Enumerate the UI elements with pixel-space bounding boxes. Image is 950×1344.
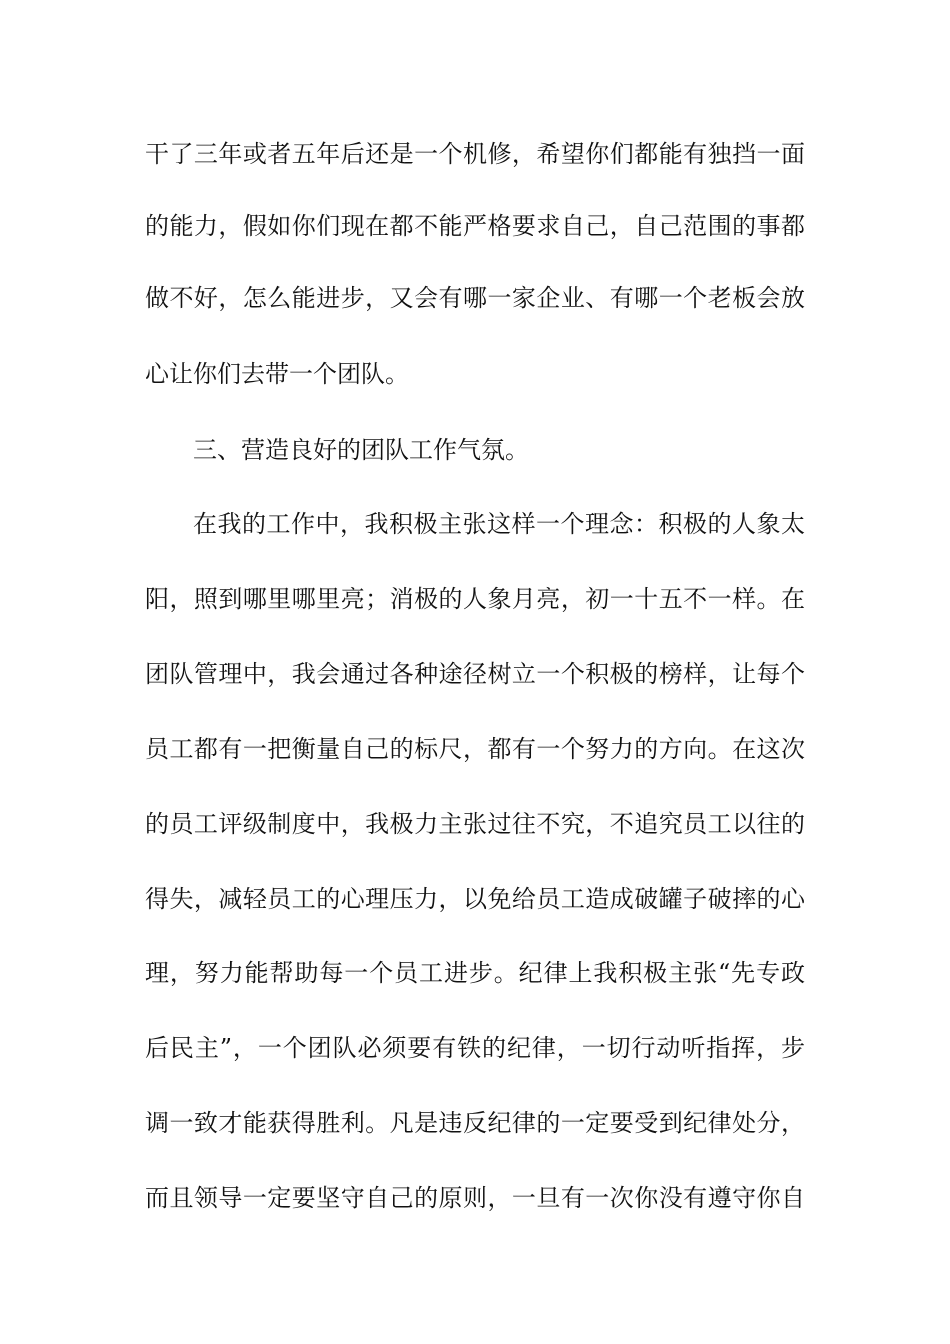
text-line-14: 调一致才能获得胜利。凡是违反纪律的一定要受到纪律处分，: [145, 1109, 805, 1137]
text-line-15: 而且领导一定要坚守自己的原则，一旦有一次你没有遵守你自: [145, 1184, 805, 1212]
text-line-7: 阳，照到哪里哪里亮；消极的人象月亮，初一十五不一样。在: [145, 585, 805, 613]
text-line-9: 员工都有一把衡量自己的标尺，都有一个努力的方向。在这次: [145, 735, 805, 763]
section-heading: 三、营造良好的团队工作气氛。: [193, 436, 529, 464]
text-line-3: 做不好，怎么能进步，又会有哪一家企业、有哪一个老板会放: [145, 284, 805, 312]
text-line-11: 得失，减轻员工的心理压力，以免给员工造成破罐子破摔的心: [145, 885, 805, 913]
text-line-12: 理，努力能帮助每一个员工进步。纪律上我积极主张“先专政: [145, 959, 805, 987]
text-line-8: 团队管理中，我会通过各种途径树立一个积极的榜样，让每个: [145, 660, 805, 688]
text-line-13: 后民主”，一个团队必须要有铁的纪律，一切行动听指挥，步: [145, 1034, 805, 1062]
text-line-4: 心让你们去带一个团队。: [145, 360, 409, 388]
text-line-1: 干了三年或者五年后还是一个机修，希望你们都能有独挡一面: [145, 140, 805, 168]
text-line-10: 的员工评级制度中，我极力主张过往不究，不追究员工以往的: [145, 810, 805, 838]
text-line-6: 在我的工作中，我积极主张这样一个理念：积极的人象太: [193, 510, 805, 538]
text-line-2: 的能力，假如你们现在都不能严格要求自己，自己范围的事都: [145, 212, 805, 240]
